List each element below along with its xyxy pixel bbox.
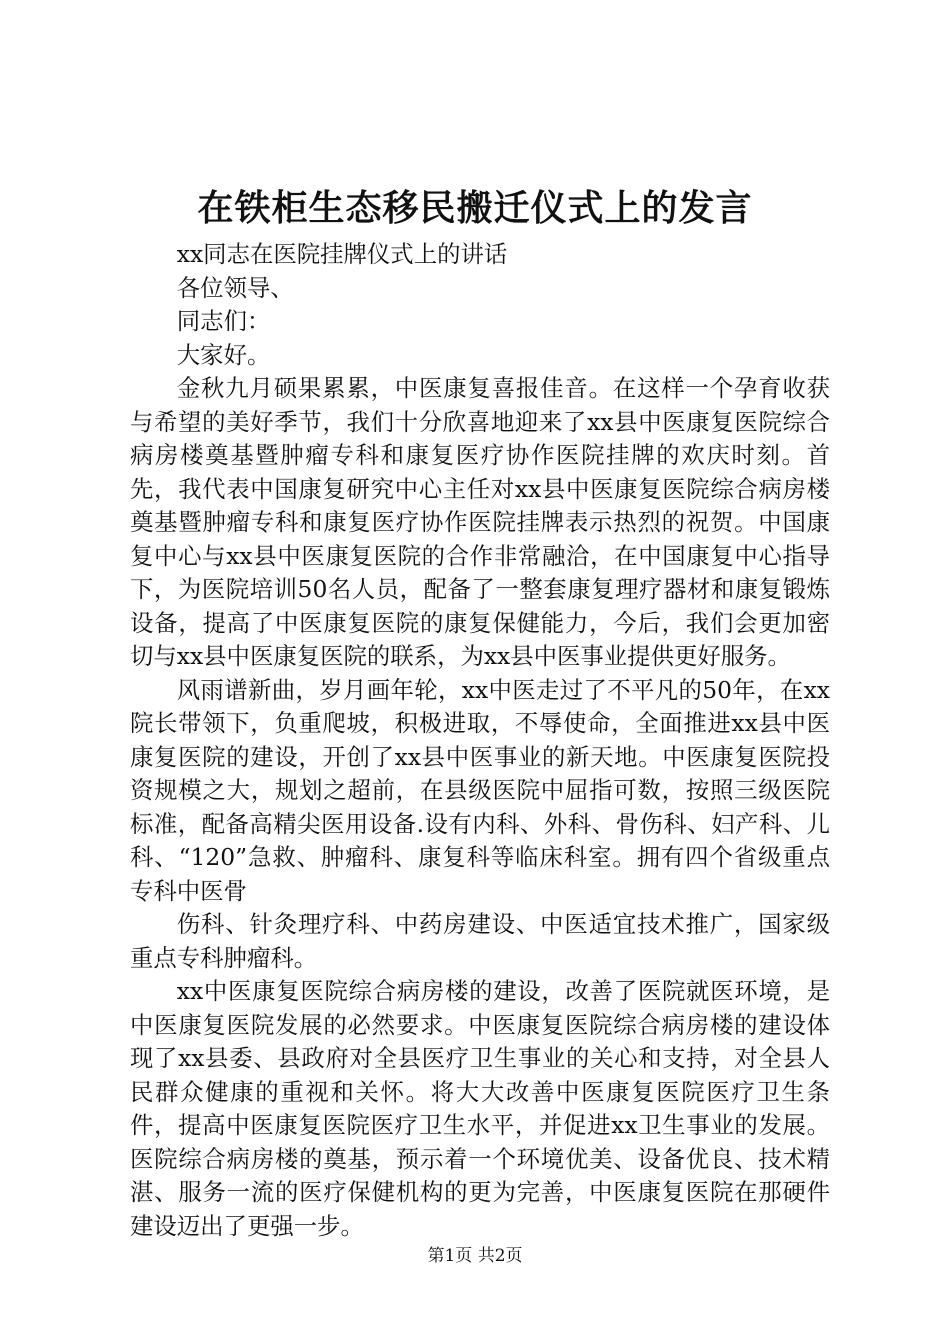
greeting-line-1: 各位领导、 [176, 273, 294, 302]
document-body [130, 238, 830, 1243]
speech-subtitle: xx同志在医院挂牌仪式上的讲话 [176, 240, 508, 268]
page-footer: 第1页 共2页 [427, 1246, 523, 1266]
greeting-line-2: 同志们： [176, 307, 271, 335]
document-title: 在铁柜生态移民搬迁仪式上的发言 [197, 187, 753, 229]
greeting-line-3: 大家好。 [176, 340, 271, 369]
body-paragraph-4: xx中医康复医院综合病房楼的建设，改善了医院就医环境，是中医康复医院发展的必然要求。中医康复医院综合病房楼的建设体现了xx县委、县政府对全县医疗卫生事业的关心和支持，对全县人民群众健康的重视和关怀。将大大改善中医康复医院医疗卫生条件，提高中医康复医院医疗卫生水平，并促进xx卫生事业的发展。医院综合病房楼的奠基，预示着一个环境优美、设备优良、技术精湛、服务一流的医疗保健机构的更为完善，中医康复医院在那硬件建设迈出了更强一步。 [130, 977, 830, 1240]
body-paragraph-2: 风雨谱新曲，岁月画年轮，xx中医走过了不平凡的50年，在xx院长带领下，负重爬坡，积极进取，不辱使命，全面推进xx县中医康复医院的建设，开创了xx县中医事业的新天地。中医康复医院投资规模之大，规划之超前，在县级医院中屈指可数，按照三级医院标准，配备高精尖医用设备.设有内科、外科、骨伤科、妇产科、儿科、“120”急救、肿瘤科、康复科等临床科室。拥有四个省级重点专科中医骨 [130, 675, 830, 905]
body-paragraph-3: 伤科、针灸理疗科、中药房建设、中医适宜技术推广，国家级重点专科肿瘤科。 [130, 910, 830, 972]
body-paragraph-1: 金秋九月硕果累累，中医康复喜报佳音。在这样一个孕育收获与希望的美好季节，我们十分欣喜地迎来了xx县中医康复医院综合病房楼奠基暨肿瘤专科和康复医疗协作医院挂牌的欢庆时刻。首先，我代表中国康复研究中心主任对xx县中医康复医院综合病房楼奠基暨肿瘤专科和康复医疗协作医院挂牌表示热烈的祝贺。中国康复中心与xx县中医康复医院的合作非常融洽，在中国康复中心指导下，为医院培训50名人员，配备了一整套康复理疗器材和康复锻炼设备，提高了中医康复医院的康复保健能力，今后，我们会更加密切与xx县中医康复医院的联系，为xx县中医事业提供更好服务。 [130, 374, 830, 670]
